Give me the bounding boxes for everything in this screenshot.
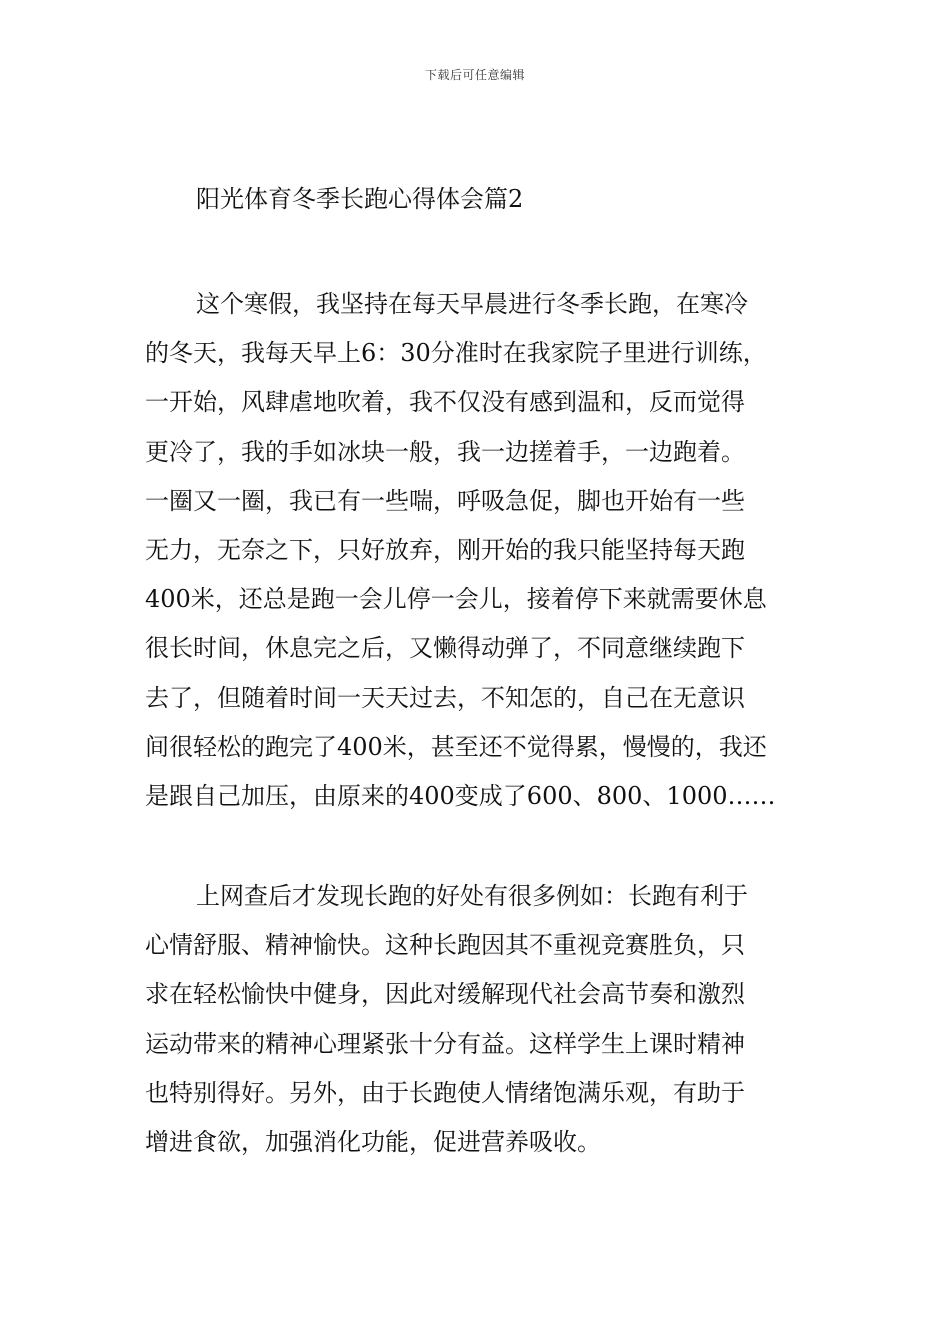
paragraph-line: 增进食欲，加强消化功能，促进营养吸收。 — [145, 1127, 601, 1156]
paragraph-line: 这个寒假，我坚持在每天早晨进行冬季长跑，在寒冷 — [196, 290, 748, 318]
paragraph-line: 运动带来的精神心理紧张十分有益。这样学生上课时精神 — [145, 1029, 745, 1058]
paragraph-line: 的冬天，我每天早上6：30分准时在我家院子里进行训练， — [145, 339, 767, 368]
paragraph-line: 去了，但随着时间一天天过去，不知怎的，自己在无意识 — [145, 683, 745, 712]
paragraph-line: 也特别得好。另外，由于长跑使人情绪饱满乐观，有助于 — [145, 1078, 745, 1107]
paragraph-line: 一圈又一圈，我已有一些喘，呼吸急促，脚也开始有一些 — [145, 486, 745, 515]
paragraph-line: 更冷了，我的手如冰块一般，我一边搓着手，一边跑着。 — [145, 437, 745, 466]
document-title: 阳光体育冬季长跑心得体会篇2 — [196, 185, 524, 213]
paragraph-line: 无力，无奈之下，只好放弃，刚开始的我只能坚持每天跑 — [145, 535, 745, 564]
paragraph-line: 求在轻松愉快中健身，因此对缓解现代社会高节奏和激烈 — [145, 980, 745, 1009]
paragraph-line: 400米，还总是跑一会儿停一会儿，接着停下来就需要休息 — [145, 585, 767, 614]
paragraph-line: 上网查后才发现长跑的好处有很多例如：长跑有利于 — [196, 882, 748, 910]
paragraph-line: 很长时间，休息完之后，又懒得动弹了，不同意继续跑下 — [145, 634, 745, 663]
paragraph-line: 心情舒服、精神愉快。这种长跑因其不重视竞赛胜负，只 — [145, 931, 745, 960]
page-header-note: 下载后可任意编辑 — [424, 68, 525, 82]
paragraph-line: 是跟自己加压，由原来的400变成了600、800、1000…… — [145, 781, 776, 810]
paragraph-line: 一开始，风肆虐地吹着，我不仅没有感到温和，反而觉得 — [145, 388, 745, 417]
paragraph — [145, 280, 825, 821]
paragraph-line: 间很轻松的跑完了400米，甚至还不觉得累，慢慢的，我还 — [145, 732, 767, 761]
paragraph — [145, 872, 825, 1167]
